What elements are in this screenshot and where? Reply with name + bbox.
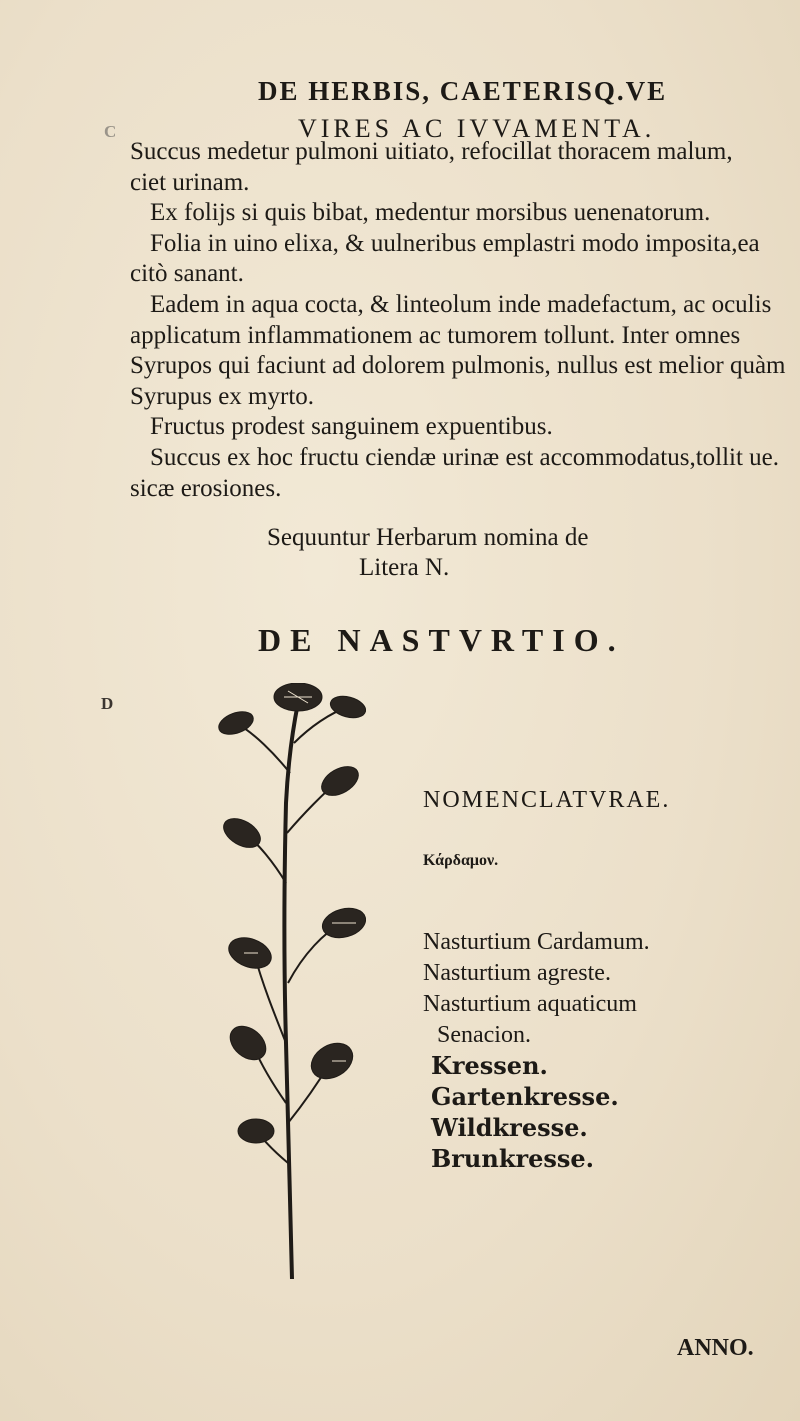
greek-name: Κάρδαμον. — [423, 852, 499, 869]
margin-letter-d: D — [101, 694, 114, 713]
running-subheader: VIRES AC IVVAMENTA. — [298, 114, 656, 143]
text-line: ciet urinam. — [130, 168, 250, 196]
text-line: Succus ex hoc fructu ciendæ urinæ est accommodatus,tollit ue. — [150, 443, 780, 471]
latin-name: Senacion. — [437, 1022, 531, 1048]
text-line: Ex folijs si quis bibat, medentur morsibus uenenatorum. — [150, 199, 711, 227]
sequuntur-line: Sequuntur Herbarum nomina de — [267, 524, 589, 551]
body-text — [130, 137, 790, 504]
running-header: DE HERBIS, CAETERISQ.VE — [258, 76, 668, 106]
text-line: Fructus prodest sanguinem expuentibus. — [150, 413, 553, 441]
german-names-list — [431, 1050, 619, 1174]
nasturtium-woodcut-illustration — [214, 683, 366, 1279]
section-title: DE NASTVRTIO. — [258, 622, 625, 658]
margin-letter-c: C — [104, 122, 117, 141]
text-line: Folia in uino elixa, & uulneribus emplastri modo imposita,ea — [150, 229, 760, 257]
latin-name: Nasturtium aquaticum — [423, 991, 637, 1017]
nomenclature-heading: NOMENCLATVRAE. — [423, 787, 671, 813]
text-line: applicatum inflammationem ac tumorem tollunt. Inter omnes — [130, 321, 741, 349]
german-name: Gartenkresse. — [431, 1082, 619, 1111]
text-line: Eadem in aqua cocta, & linteolum inde madefactum, ac oculis — [150, 290, 772, 318]
litera-line: Litera N. — [359, 554, 450, 581]
text-line: citò sanant. — [130, 260, 244, 288]
text-line: Succus medetur pulmoni uitiato, refocillat thoracem malum, — [130, 138, 733, 165]
german-name: Brunkresse. — [431, 1144, 595, 1173]
latin-name: Nasturtium Cardamum. — [423, 929, 650, 955]
catchword: ANNO. — [677, 1335, 754, 1361]
text-line: Syrupos qui faciunt ad dolorem pulmonis, nullus est melior quàm — [130, 352, 786, 380]
german-name: Wildkresse. — [431, 1113, 588, 1142]
german-name: Kressen. — [431, 1051, 548, 1080]
latin-name: Nasturtium agreste. — [423, 960, 611, 986]
latin-names-list — [423, 927, 650, 1051]
text-line: sicæ erosiones. — [130, 474, 282, 502]
text-line: Syrupus ex myrto. — [130, 382, 315, 410]
